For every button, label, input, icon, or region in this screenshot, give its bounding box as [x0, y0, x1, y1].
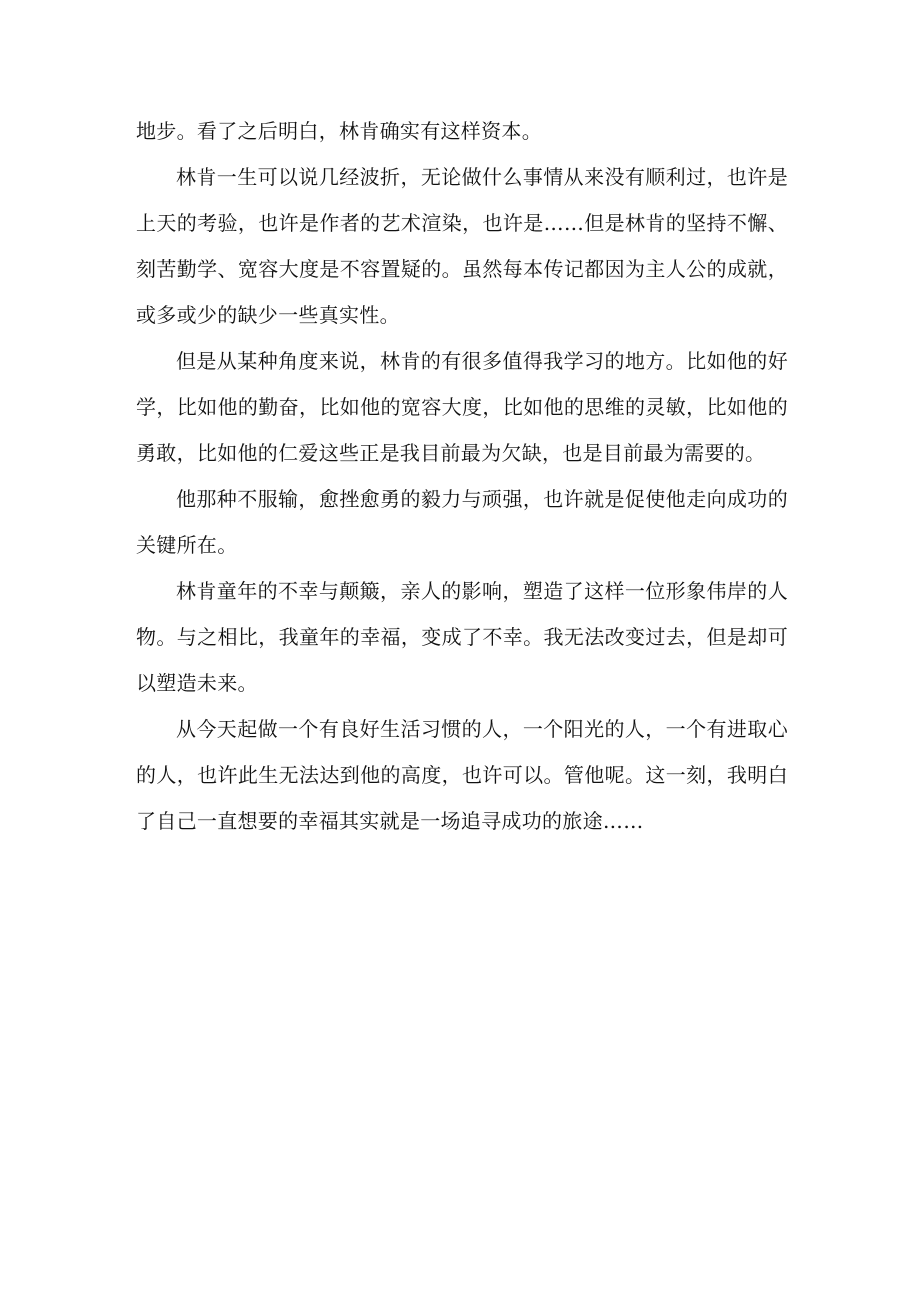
paragraph-2: 林肯一生可以说几经波折，无论做什么事情从来没有顺利过，也许是上天的考验，也许是作者的艺术渲染，也许是……但是林肯的坚持不懈、刻苦勤学、宽容大度是不容置疑的。虽然每本传记都因为主人公的成就，或多或少的缺少一些真实性。 [136, 165, 788, 327]
paragraph-1: 地步。看了之后明白，林肯确实有这样资本。 [136, 119, 542, 143]
document-body [136, 108, 788, 844]
paragraph-3: 但是从某种角度来说，林肯的有很多值得我学习的地方。比如他的好学，比如他的勤奋，比如他的宽容大度，比如他的思维的灵敏，比如他的勇敢，比如他的仁爱这些正是我目前最为欠缺，也是目前最为需要的。 [136, 349, 788, 465]
paragraph-4: 他那种不服输，愈挫愈勇的毅力与顽强，也许就是促使他走向成功的关键所在。 [136, 487, 788, 557]
paragraph-6: 从今天起做一个有良好生活习惯的人，一个阳光的人，一个有进取心的人，也许此生无法达到他的高度，也许可以。管他呢。这一刻，我明白了自己一直想要的幸福其实就是一场追寻成功的旅途…… [136, 717, 788, 833]
paragraph-5: 林肯童年的不幸与颠簸，亲人的影响，塑造了这样一位形象伟岸的人物。与之相比，我童年的幸福，变成了不幸。我无法改变过去，但是却可以塑造未来。 [136, 579, 788, 695]
